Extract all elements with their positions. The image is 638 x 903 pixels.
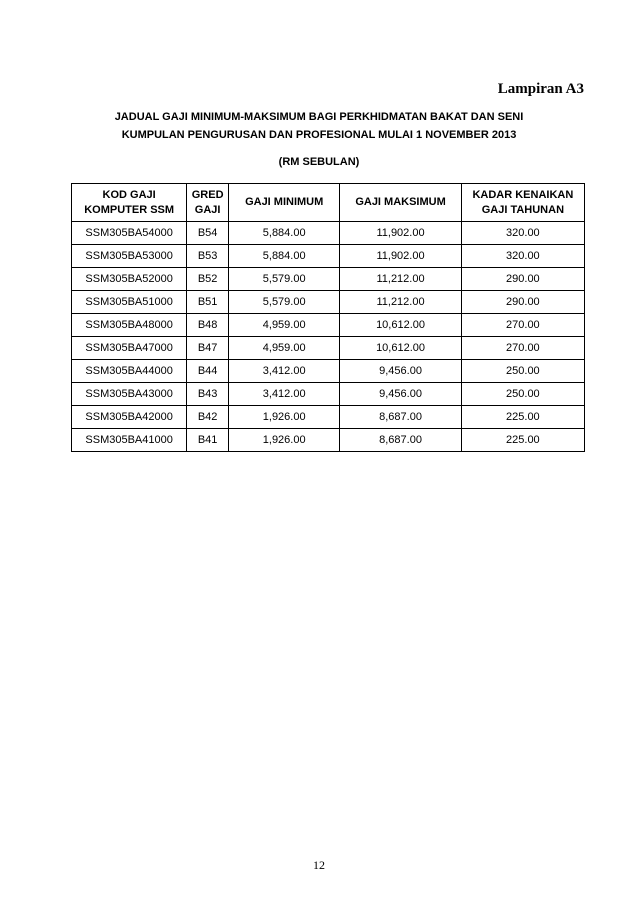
cell-kadar-kenaikan: 320.00	[461, 245, 584, 268]
cell-gaji-minimum: 5,579.00	[229, 291, 340, 314]
cell-gred-gaji: B43	[187, 383, 229, 406]
cell-gred-gaji: B54	[187, 222, 229, 245]
cell-gaji-maksimum: 10,612.00	[340, 314, 461, 337]
table-row	[72, 337, 585, 360]
cell-kadar-kenaikan: 225.00	[461, 429, 584, 452]
table-title-line-2: KUMPULAN PENGURUSAN DAN PROFESIONAL MULAI 1 NOVEMBER 2013	[121, 129, 517, 141]
header-row	[72, 184, 585, 222]
cell-gaji-maksimum: 9,456.00	[340, 360, 461, 383]
cell-gaji-minimum: 1,926.00	[229, 406, 340, 429]
column-header-line: GAJI MAKSIMUM	[355, 196, 446, 208]
table-row	[72, 429, 585, 452]
cell-gaji-minimum: 3,412.00	[229, 383, 340, 406]
cell-gaji-maksimum: 11,212.00	[340, 291, 461, 314]
column-header-kod-gaji	[72, 184, 187, 222]
salary-table	[71, 183, 585, 452]
cell-gaji-maksimum: 8,687.00	[340, 429, 461, 452]
column-header-kadar-kenaikan	[461, 184, 584, 222]
column-header-gaji-minimum	[229, 184, 340, 222]
cell-kod-gaji: SSM305BA42000	[72, 406, 187, 429]
cell-gaji-maksimum: 8,687.00	[340, 406, 461, 429]
table-title-line-1: JADUAL GAJI MINIMUM-MAKSIMUM BAGI PERKHIDMATAN BAKAT DAN SENI	[114, 111, 524, 123]
cell-gred-gaji: B48	[187, 314, 229, 337]
cell-kod-gaji: SSM305BA52000	[72, 268, 187, 291]
table-row	[72, 383, 585, 406]
cell-gaji-minimum: 4,959.00	[229, 314, 340, 337]
cell-kod-gaji: SSM305BA54000	[72, 222, 187, 245]
table-row	[72, 406, 585, 429]
column-header-line: KOMPUTER SSM	[84, 203, 175, 216]
cell-gaji-maksimum: 10,612.00	[340, 337, 461, 360]
column-header-line: GAJI TAHUNAN	[481, 203, 565, 216]
cell-kod-gaji: SSM305BA41000	[72, 429, 187, 452]
cell-kadar-kenaikan: 225.00	[461, 406, 584, 429]
cell-gaji-minimum: 5,884.00	[229, 245, 340, 268]
column-header-line: GRED	[191, 188, 224, 201]
column-header-line: GAJI	[194, 203, 221, 216]
appendix-label: Lampiran A3	[497, 81, 584, 97]
cell-gred-gaji: B42	[187, 406, 229, 429]
cell-gred-gaji: B41	[187, 429, 229, 452]
cell-gaji-maksimum: 9,456.00	[340, 383, 461, 406]
cell-gred-gaji: B52	[187, 268, 229, 291]
page-number: 12	[313, 858, 325, 872]
cell-kod-gaji: SSM305BA47000	[72, 337, 187, 360]
table-row	[72, 291, 585, 314]
cell-kadar-kenaikan: 290.00	[461, 268, 584, 291]
cell-kod-gaji: SSM305BA44000	[72, 360, 187, 383]
cell-kadar-kenaikan: 290.00	[461, 291, 584, 314]
table-row	[72, 268, 585, 291]
table-unit-caption: (RM SEBULAN)	[278, 156, 360, 168]
cell-gred-gaji: B47	[187, 337, 229, 360]
cell-kadar-kenaikan: 250.00	[461, 383, 584, 406]
column-header-line: KADAR KENAIKAN	[472, 188, 574, 201]
table-row	[72, 245, 585, 268]
cell-gred-gaji: B53	[187, 245, 229, 268]
salary-table-body	[72, 222, 585, 452]
cell-gaji-minimum: 5,884.00	[229, 222, 340, 245]
table-row	[72, 360, 585, 383]
salary-table-header	[72, 184, 585, 222]
cell-gaji-minimum: 4,959.00	[229, 337, 340, 360]
cell-gaji-minimum: 1,926.00	[229, 429, 340, 452]
cell-kadar-kenaikan: 320.00	[461, 222, 584, 245]
cell-gaji-maksimum: 11,902.00	[340, 245, 461, 268]
cell-gaji-minimum: 5,579.00	[229, 268, 340, 291]
column-header-line: GAJI MINIMUM	[245, 196, 324, 208]
cell-kod-gaji: SSM305BA53000	[72, 245, 187, 268]
table-row	[72, 314, 585, 337]
cell-kod-gaji: SSM305BA43000	[72, 383, 187, 406]
cell-gred-gaji: B44	[187, 360, 229, 383]
cell-gaji-minimum: 3,412.00	[229, 360, 340, 383]
column-header-gaji-maksimum	[340, 184, 461, 222]
cell-kod-gaji: SSM305BA48000	[72, 314, 187, 337]
column-header-line: KOD GAJI	[102, 188, 156, 201]
cell-kod-gaji: SSM305BA51000	[72, 291, 187, 314]
cell-kadar-kenaikan: 250.00	[461, 360, 584, 383]
cell-gaji-maksimum: 11,212.00	[340, 268, 461, 291]
column-header-gred-gaji	[187, 184, 229, 222]
cell-gred-gaji: B51	[187, 291, 229, 314]
cell-gaji-maksimum: 11,902.00	[340, 222, 461, 245]
cell-kadar-kenaikan: 270.00	[461, 337, 584, 360]
cell-kadar-kenaikan: 270.00	[461, 314, 584, 337]
table-row	[72, 222, 585, 245]
